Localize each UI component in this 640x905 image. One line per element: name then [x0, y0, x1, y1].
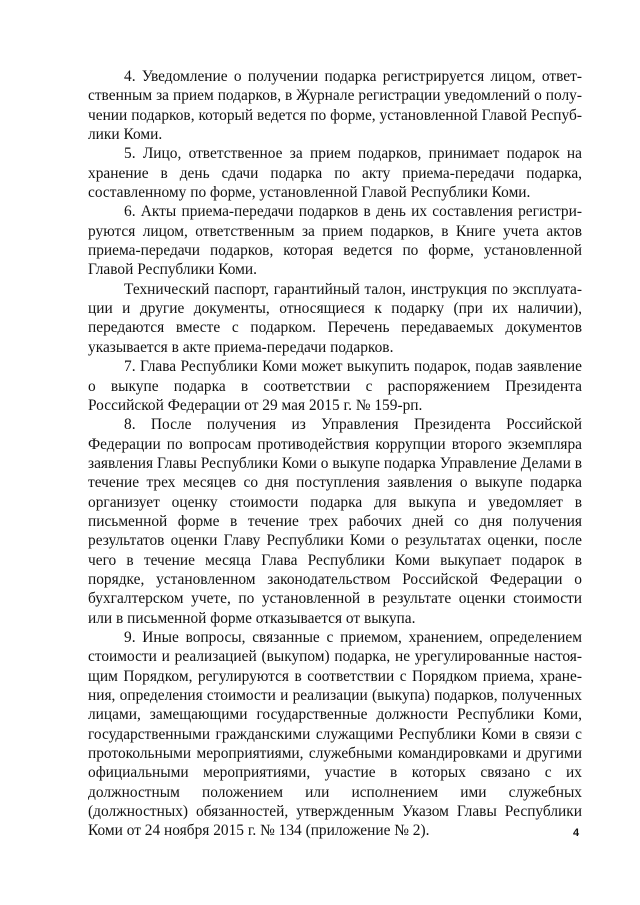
page-number: 4 [573, 827, 580, 839]
paragraph-technical-passport: Технический паспорт, гарантийный талон, инструкция по эксплуатации и другие документы, относящиеся к подарку (при их наличии), передаются вместе с подарком. Перечень передаваемых документов указывается в акте приема-передачи подарков. [88, 280, 582, 356]
paragraph-4: 4. Уведомление о получении подарка регистрируется лицом, ответственным за прием подарков, в Журнале регистрации уведомлений о получении подарков, который ведется по форме, установленной Главой Республики Коми. [88, 68, 582, 144]
paragraph-8: 8. После получения из Управления Президента Российской Федерации по вопросам противодействия коррупции второго экземпляра заявления Главы Республики Коми о выкупе подарка Управление Делами в течение трех месяцев со дня поступления заявления о выкупе подарка организует оценку стоимости подарка для выкупа и уведомляет в письменной форме в течение трех рабочих дней со дня получения результатов оценки Главу Республики Коми о результатах оценки, после чего в течение месяца Глава Республики Коми выкупает подарок в порядке, установленном законодательством Российской Федерации о бухгалтерском учете, по установленной в результате оценки стоимости или в письменной форме отказывается от выкупа. [88, 416, 582, 627]
document-body [88, 67, 582, 841]
paragraph-7: 7. Глава Республики Коми может выкупить подарок, подав заявление о выкупе подарка в соответствии с распоряжением Президента Российской Федерации от 29 мая 2015 г. № 159-рп. [88, 358, 582, 414]
paragraph-9: 9. Иные вопросы, связанные с приемом, хранением, определением стоимости и реализацией (выкупом) подарка, не урегулированные настоящим Порядком, регулируются в соответствии с Порядком приема, хранения, определения стоимости и реализации (выкупа) подарков, полученных лицами, замещающими государственные должности Республики Коми, государственными гражданскими служащими Республики Коми в связи с протокольными мероприятиями, служебными командировками и другими официальными мероприятиями, участие в которых связано с их должностным положением или исполнением ими служебных (должностных) обязанностей, утвержденным Указом Главы Республики Коми от 24 ноября 2015 г. № 134 (приложение № 2). [88, 628, 582, 840]
paragraph-6: 6. Акты приема-передачи подарков в день их составления регистрируются лицом, ответственным за прием подарков, в Книге учета актов приема-передачи подарков, которая ведется по форме, установленной Главой Республики Коми. [88, 203, 582, 279]
paragraph-5: 5. Лицо, ответственное за прием подарков, принимает подарок на хранение в день сдачи подарка по акту приема-передачи подарка, составленному по форме, установленной Главой Республики Коми. [88, 145, 582, 202]
